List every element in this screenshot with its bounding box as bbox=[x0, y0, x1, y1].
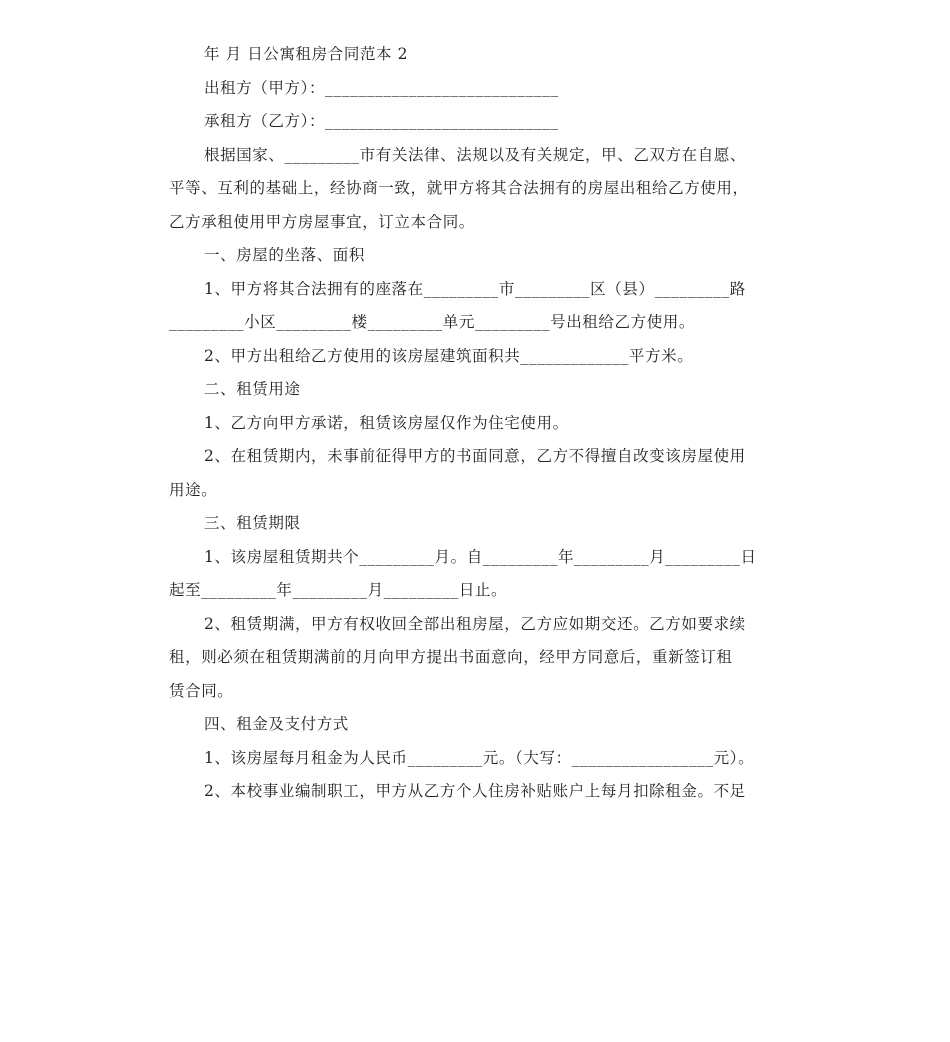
preamble-line: 平等、互利的基础上，经协商一致，就甲方将其合法拥有的房屋出租给乙方使用， bbox=[169, 179, 749, 197]
clause-line: 用途。 bbox=[169, 480, 218, 499]
clause-line: 1、该房屋租赁期共个_________月。自_________年_________月_________日 bbox=[204, 547, 757, 566]
clause-line: _________小区_________楼_________单元_________号出租给乙方使用。 bbox=[169, 313, 696, 331]
document-title: 年 月 日公寓租房合同范本 2 bbox=[204, 45, 409, 63]
section-heading: 二、租赁用途 bbox=[204, 380, 301, 398]
preamble-line: 乙方承租使用甲方房屋事宜，订立本合同。 bbox=[169, 212, 475, 231]
document-page bbox=[169, 38, 794, 809]
clause-line: 1、乙方向甲方承诺，租赁该房屋仅作为住宅使用。 bbox=[204, 413, 569, 432]
clause-line: 2、在租赁期内，未事前征得甲方的书面同意，乙方不得擅自改变该房屋使用 bbox=[204, 447, 746, 465]
clause-line: 赁合同。 bbox=[169, 681, 234, 700]
clause-line: 2、租赁期满，甲方有权收回全部出租房屋，乙方应如期交还。乙方如要求续 bbox=[204, 614, 746, 633]
lessor-line: 出租方（甲方）：____________________________ bbox=[204, 78, 559, 97]
clause-line: 2、甲方出租给乙方使用的该房屋建筑面积共_____________平方米。 bbox=[204, 346, 694, 365]
clause-line: 2、本校事业编制职工，甲方从乙方个人住房补贴账户上每月扣除租金。不足 bbox=[204, 782, 746, 800]
section-heading: 三、租赁期限 bbox=[204, 514, 301, 532]
clause-line: 1、该房屋每月租金为人民币_________元。（大写：_________________元）。 bbox=[204, 748, 755, 767]
clause-line: 租，则必须在租赁期满前的月向甲方提出书面意向，经甲方同意后，重新签订租 bbox=[169, 648, 733, 666]
clause-line: 起至_________年_________月_________日止。 bbox=[169, 581, 508, 599]
section-heading: 四、租金及支付方式 bbox=[204, 715, 349, 733]
section-heading: 一、房屋的坐落、面积 bbox=[204, 246, 366, 264]
lessee-line: 承租方（乙方）：____________________________ bbox=[204, 112, 559, 130]
preamble-line: 根据国家、_________市有关法律、法规以及有关规定，甲、乙双方在自愿、 bbox=[204, 145, 747, 164]
clause-line: 1、甲方将其合法拥有的座落在_________市_________区（县）_________路 bbox=[204, 279, 746, 298]
